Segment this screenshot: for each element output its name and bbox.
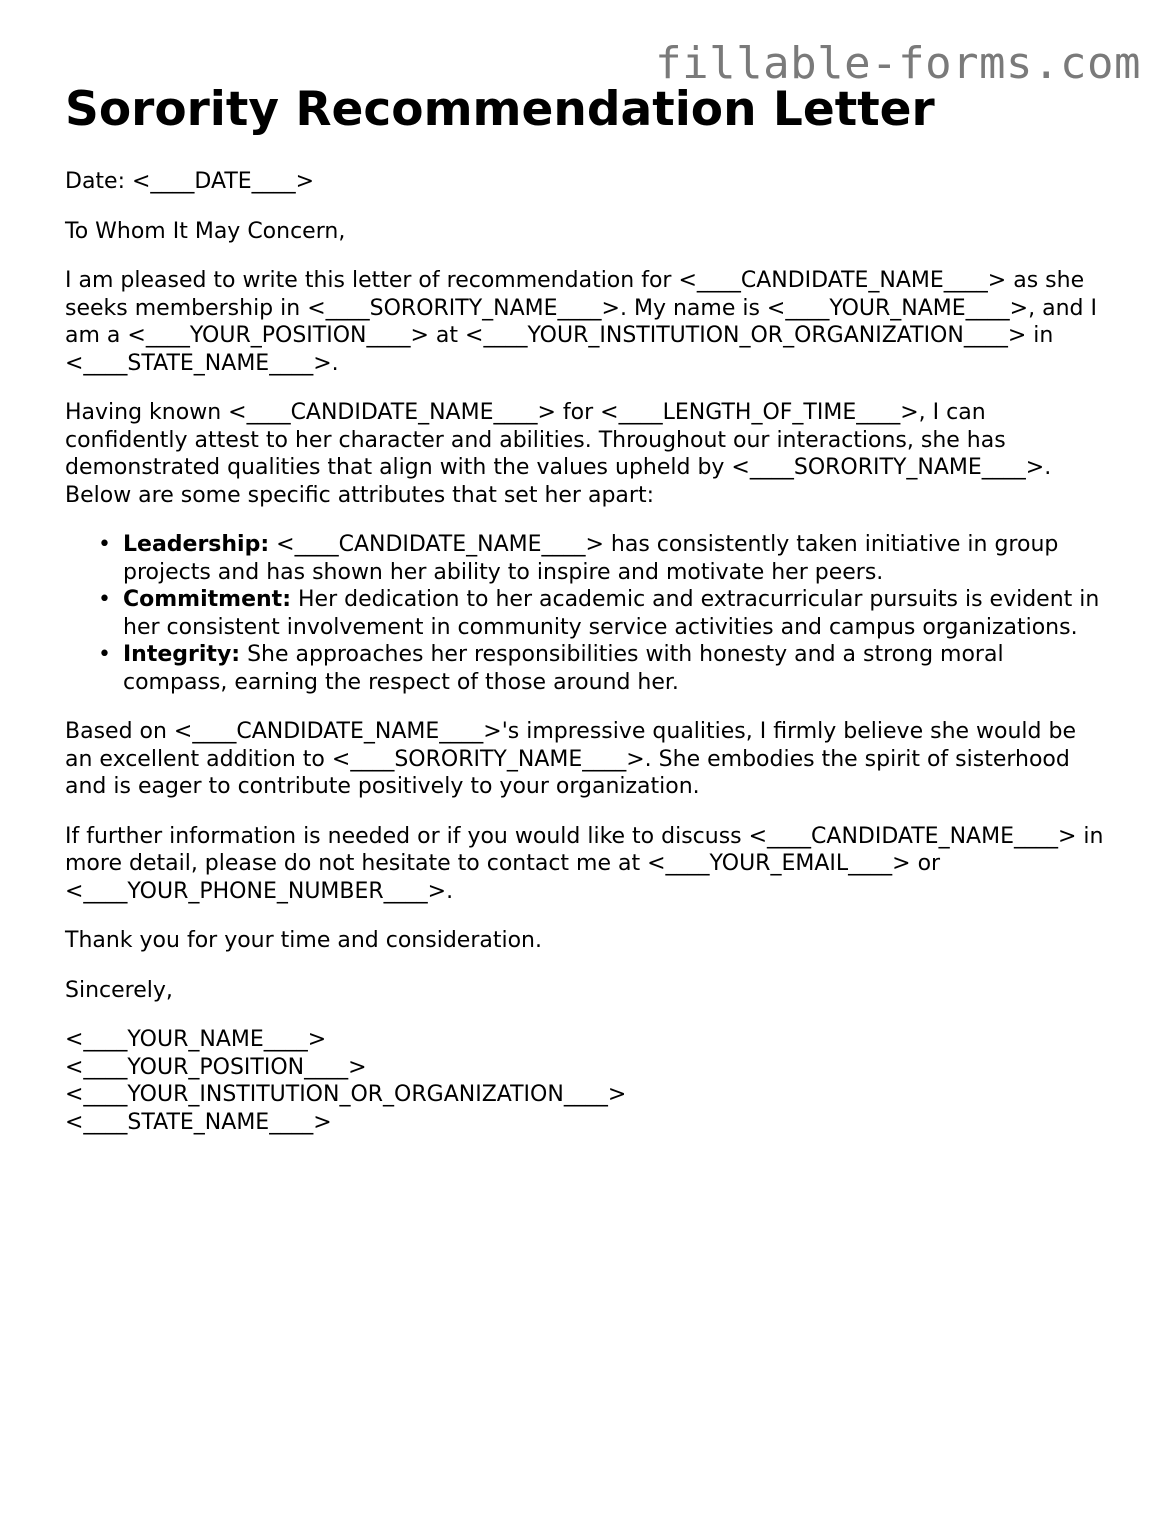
attribute-text: She approaches her responsibilities with honesty and a strong moral compass, earning the respect of those around her. — [123, 642, 1004, 695]
known-paragraph: Having known <____CANDIDATE_NAME____> for <____LENGTH_OF_TIME____>, I can confidently attest to her character and abilities. Throughout our interactions, she has demonstrated qualities that align with the values upheld by <____SORORITY_NAME____>. Below are some specific attributes that set her apart: — [65, 400, 1052, 508]
signature-state: <____STATE_NAME____> — [65, 1109, 332, 1135]
signature-name: <____YOUR_NAME____> — [65, 1027, 327, 1052]
signature-position: <____YOUR_POSITION____> — [65, 1054, 367, 1080]
signature-block — [65, 1026, 1105, 1136]
salutation: To Whom It May Concern, — [65, 218, 346, 244]
bullet-icon: • — [98, 642, 111, 667]
bullet-icon: • — [98, 587, 111, 612]
attribute-text: <____CANDIDATE_NAME____> has consistently taken initiative in group projects and has shown her ability to inspire and motivate her peers. — [123, 532, 1059, 585]
attribute-text: Her dedication to her academic and extracurricular pursuits is evident in her consistent involvement in community service activities and campus organizations. — [123, 587, 1100, 640]
signature-institution: <____YOUR_INSTITUTION_OR_ORGANIZATION____> — [65, 1082, 627, 1107]
further-paragraph: If further information is needed or if you would like to discuss <____CANDIDATE_NAME____> in more detail, please do not hesitate to contact me at <____YOUR_EMAIL____> or <____YOUR_PHONE_NUMBER____>. — [65, 823, 1104, 904]
letter-document — [65, 80, 1105, 1136]
list-item-integrity — [98, 641, 1105, 696]
watermark: fillable-forms.com — [655, 38, 1141, 89]
attribute-label: Integrity: — [123, 642, 241, 667]
closing-line: Sincerely, — [65, 977, 173, 1003]
attribute-label: Leadership: — [123, 532, 270, 557]
bullet-icon: • — [98, 532, 111, 557]
attributes-list — [65, 531, 1105, 696]
list-item-commitment — [98, 586, 1105, 641]
list-item-leadership — [98, 531, 1105, 586]
attribute-label: Commitment: — [123, 587, 291, 612]
based-paragraph: Based on <____CANDIDATE_NAME____>'s impressive qualities, I firmly believe she would be an excellent addition to <____SORORITY_NAME____>. She embodies the spirit of sisterhood and is eager to contribute positively to your organization. — [65, 719, 1077, 799]
date-line: Date: <____DATE____> — [65, 169, 315, 194]
page-title: Sorority Recommendation Letter — [65, 82, 935, 137]
thanks-paragraph: Thank you for your time and consideration. — [65, 928, 542, 953]
intro-paragraph: I am pleased to write this letter of recommendation for <____CANDIDATE_NAME____> as she seeks membership in <____SORORITY_NAME____>. My name is <____YOUR_NAME____>, and I am a <____YOUR_POSITION____> at <____YOUR_INSTITUTION_OR_ORGANIZATION____> in <____STATE_NAME____>. — [65, 268, 1097, 376]
